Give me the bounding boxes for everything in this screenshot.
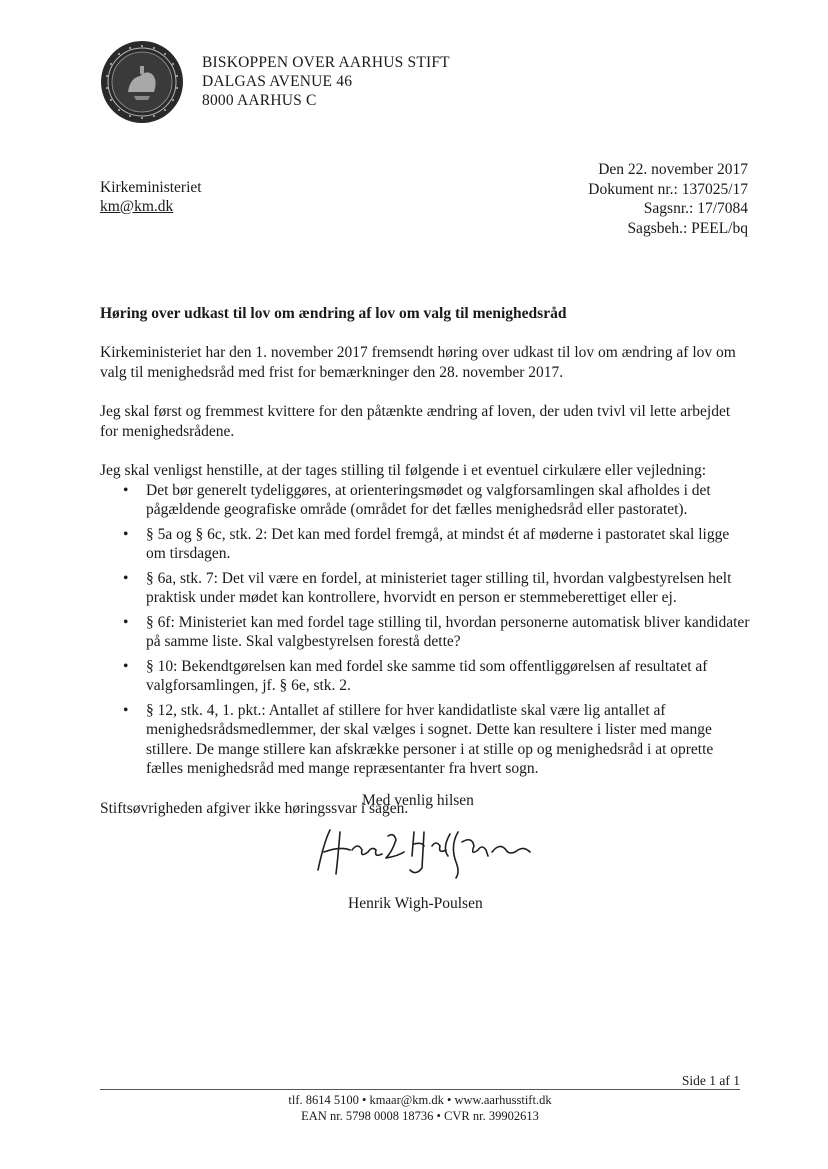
body-paragraph: Kirkeministeriet har den 1. november 2017 fremsendt høring over udkast til lov om ændring af lov om valg til menighedsråd med frist for bemærkninger den 28. november 2017. bbox=[100, 344, 736, 381]
case-handler: Sagsbeh.: PEEL/bq bbox=[627, 219, 748, 237]
sender-address bbox=[202, 53, 450, 110]
document-number: Dokument nr.: 137025/17 bbox=[588, 180, 748, 198]
footer-contact bbox=[100, 1093, 740, 1124]
bullet-icon: • bbox=[123, 613, 129, 631]
bullet-icon: • bbox=[123, 657, 129, 675]
handwritten-signature bbox=[310, 812, 540, 882]
body-paragraph: Jeg skal først og fremmest kvittere for den påtænkte ændring af loven, der uden tvivl vil lette arbejdet for menighedsrådene. bbox=[100, 403, 731, 440]
bullet-icon: • bbox=[123, 481, 129, 499]
list-item: • § 6a, stk. 7: Det vil være en fordel, at ministeriet tager stilling til, hvordan valgbestyrelsen helt praktisk under mødet kan kontrollere, hvorvidt en person er stemmeberettiget eller ej. bbox=[123, 569, 732, 606]
recipient-name: Kirkeministeriet bbox=[100, 179, 202, 196]
recipient-email-link[interactable]: km@km.dk bbox=[100, 198, 174, 215]
list-item: • § 5a og § 6c, stk. 2: Det kan med fordel fremgå, at mindst ét af møderne i pastoratet skal ligge om tirsdagen. bbox=[123, 525, 730, 562]
remarks-list bbox=[100, 481, 750, 779]
body-paragraph: Stiftsøvrigheden afgiver ikke høringssvar i sagen. bbox=[100, 799, 409, 817]
sender-line: BISKOPPEN OVER AARHUS STIFT bbox=[202, 54, 450, 71]
diocese-seal-icon bbox=[100, 40, 184, 124]
page-number: Side 1 af 1 bbox=[681, 1073, 740, 1088]
case-number: Sagsnr.: 17/7084 bbox=[643, 200, 748, 217]
letter-subject: Høring over udkast til lov om ændring af lov om valg til menighedsråd bbox=[100, 305, 567, 322]
signer-name: Henrik Wigh-Poulsen bbox=[348, 895, 483, 912]
document-meta bbox=[588, 160, 748, 238]
letter-body bbox=[100, 343, 750, 838]
sender-line: DALGAS AVENUE 46 bbox=[202, 73, 353, 90]
footer-divider bbox=[100, 1089, 740, 1090]
recipient-block bbox=[100, 178, 202, 216]
bullet-icon: • bbox=[123, 569, 129, 587]
letter-date: Den 22. november 2017 bbox=[598, 161, 748, 178]
footer-registration-line: EAN nr. 5798 0008 18736 • CVR nr. 39902613 bbox=[301, 1108, 539, 1123]
sender-line: 8000 AARHUS C bbox=[202, 92, 317, 109]
body-paragraph: Jeg skal venligst henstille, at der tages stilling til følgende i et eventuel cirkulære eller vejledning: bbox=[100, 462, 707, 479]
list-item: • § 6f: Ministeriet kan med fordel tage stilling til, hvordan personerne automatisk bliver kandidater på samme liste. Skal valgbestyrelsen forestå dette? bbox=[123, 613, 750, 650]
footer-contact-line: tlf. 8614 5100 • kmaar@km.dk • www.aarhusstift.dk bbox=[288, 1093, 552, 1107]
bullet-icon: • bbox=[123, 525, 129, 543]
list-item: • § 10: Bekendtgørelsen kan med fordel ske samme tid som offentliggørelsen af resultatet af valgforsamlingen, jf. § 6e, stk. 2. bbox=[123, 657, 708, 694]
list-item: • Det bør generelt tydeliggøres, at orienteringsmødet og valgforsamlingen skal afholdes i det pågældende geografiske område (området for det fælles menighedsråd eller pastoratet). bbox=[123, 481, 711, 518]
bullet-icon: • bbox=[123, 701, 129, 719]
list-item: • § 12, stk. 4, 1. pkt.: Antallet af stillere for hver kandidatliste skal være lig antallet af menighedsrådsmedlemmer, der skal vælges i sognet. Dette kan resultere i lister med mange stillere. De mange stillere kan afskrække personer i at stille op og menighedsråd i at oprette fælles menighedsråd med mange repræsentanter fra hvert sogn. bbox=[123, 701, 714, 777]
closing-greeting: Med venlig hilsen bbox=[362, 792, 474, 809]
